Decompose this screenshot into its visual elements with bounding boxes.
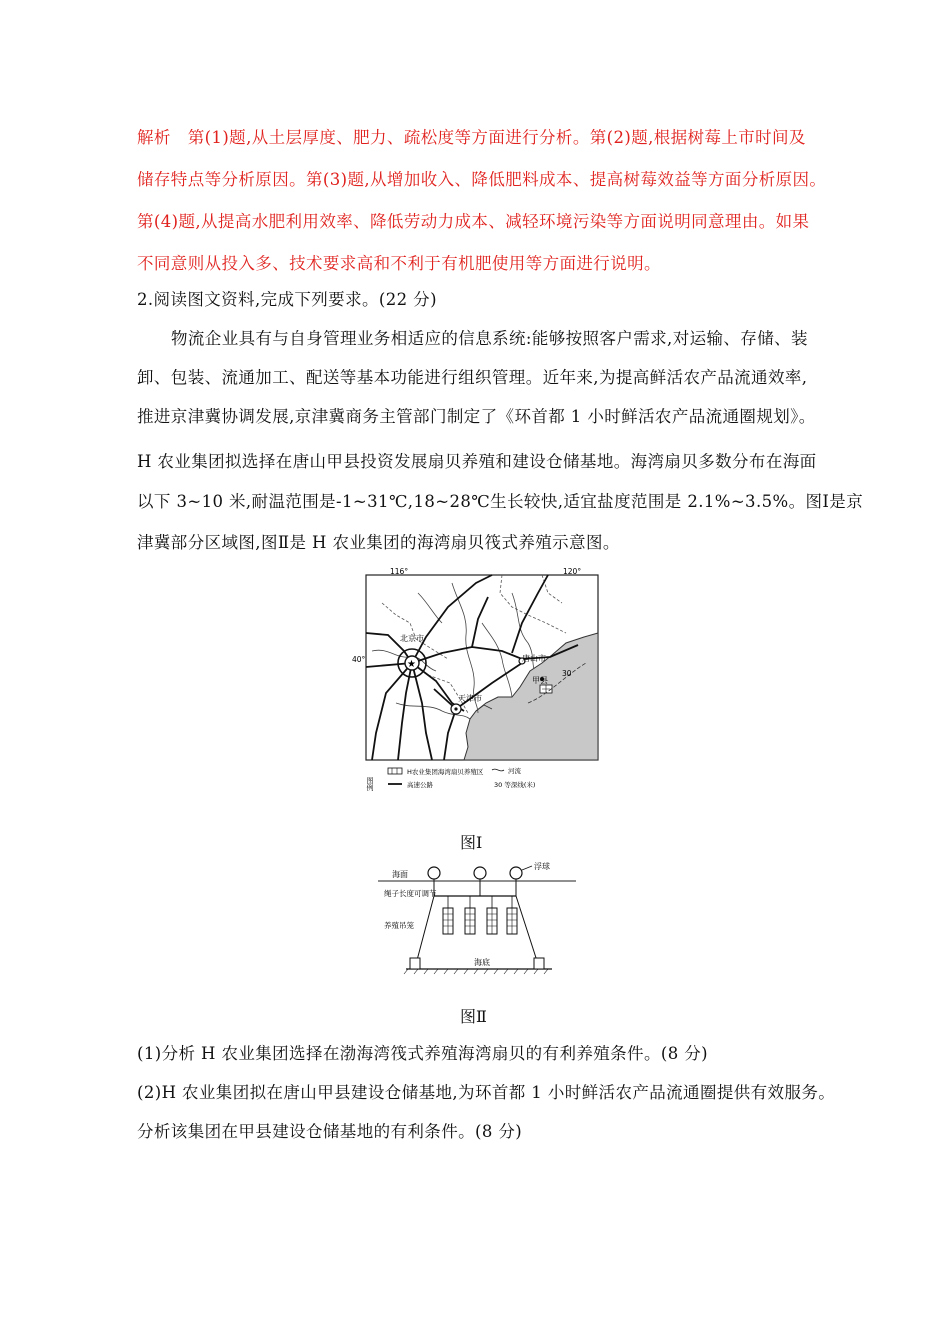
body-line-1: 物流企业具有与自身管理业务相适应的信息系统:能够按照客户需求,对运输、存储、装: [171, 329, 808, 348]
body-line-6: 津冀部分区域图,图Ⅱ是 H 农业集团的海湾扇贝筏式养殖示意图。: [137, 533, 620, 552]
city-beijing: 北京市: [400, 634, 424, 643]
city-tianjin: 天津市: [458, 694, 482, 703]
legend-highway: 高速公路: [407, 781, 433, 789]
figure2-caption: 图Ⅱ: [460, 1007, 487, 1026]
capital-star-icon: ★: [407, 659, 416, 670]
figure1-caption: 图Ⅰ: [460, 833, 483, 852]
buoy-right: [510, 867, 522, 879]
label-sea-surface: 海面: [392, 870, 408, 879]
legend-scallop-area: H农业集团海湾扇贝养殖区: [407, 768, 484, 776]
analysis-line-2: 储存特点等分析原因。第(3)题,从增加收入、降低肥料成本、提高树莓效益等方面分析原因。: [137, 170, 827, 189]
lon-label-120: 120°: [563, 567, 582, 576]
buoy-middle: [474, 867, 486, 879]
subquestion-2-line-2: 分析该集团在甲县建设仓储基地的有利条件。(8 分): [137, 1122, 523, 1141]
legend-isobath: 30 等深线(米): [494, 781, 536, 789]
legend-title: 图例: [366, 777, 374, 791]
label-buoy: 浮球: [534, 862, 550, 871]
figure1-map: [352, 563, 610, 803]
label-cage: 养殖吊笼: [384, 921, 414, 930]
isobath-label: 30: [562, 669, 572, 678]
body-line-5: 以下 3~10 米,耐温范围是-1~31℃,18~28℃生长较快,适宜盐度范围是 2.1%~3.5%。图Ⅰ是京: [137, 492, 864, 511]
body-line-4: H 农业集团拟选择在唐山甲县投资发展扇贝养殖和建设仓储基地。海湾扇贝多数分布在海面: [137, 452, 817, 471]
legend-river: 河流: [508, 767, 521, 775]
lon-label-116: 116°: [390, 567, 409, 576]
map-legend: [366, 766, 535, 792]
analysis-line-3: 第(4)题,从提高水肥利用效率、降低劳动力成本、减轻环境污染等方面说明同意理由。如果: [137, 212, 810, 231]
body-line-2: 卸、包装、流通加工、配送等基本功能进行组织管理。近年来,为提高鲜活农产品流通效率,: [137, 368, 808, 387]
label-seabed: 海底: [474, 958, 490, 967]
label-rope: 绳子长度可调节: [384, 889, 437, 898]
buoy-left: [428, 867, 440, 879]
analysis-line-1: 解析 第(1)题,从土层厚度、肥力、疏松度等方面进行分析。第(2)题,根据树莓上市时间及: [137, 128, 806, 147]
lat-label-40: 40°: [352, 655, 366, 664]
city-jia: 甲县: [532, 676, 548, 685]
city-tangshan: 唐山市: [522, 654, 546, 663]
subquestion-2-line-1: (2)H 农业集团拟在唐山甲县建设仓储基地,为环首都 1 小时鲜活农产品流通圈提供有效服务。: [137, 1083, 836, 1102]
cages: [443, 908, 517, 934]
question-heading: 2.阅读图文资料,完成下列要求。(22 分): [137, 290, 437, 309]
subquestion-1: (1)分析 H 农业集团选择在渤海湾筏式养殖海湾扇贝的有利养殖条件。(8 分): [137, 1044, 708, 1063]
figure2-diagram: [378, 858, 578, 982]
body-line-3: 推进京津冀协调发展,京津冀商务主管部门制定了《环首都 1 小时鲜活农产品流通圈规划》。: [137, 407, 816, 426]
analysis-line-4: 不同意则从投入多、技术要求高和不利于有机肥使用等方面进行说明。: [137, 254, 661, 273]
